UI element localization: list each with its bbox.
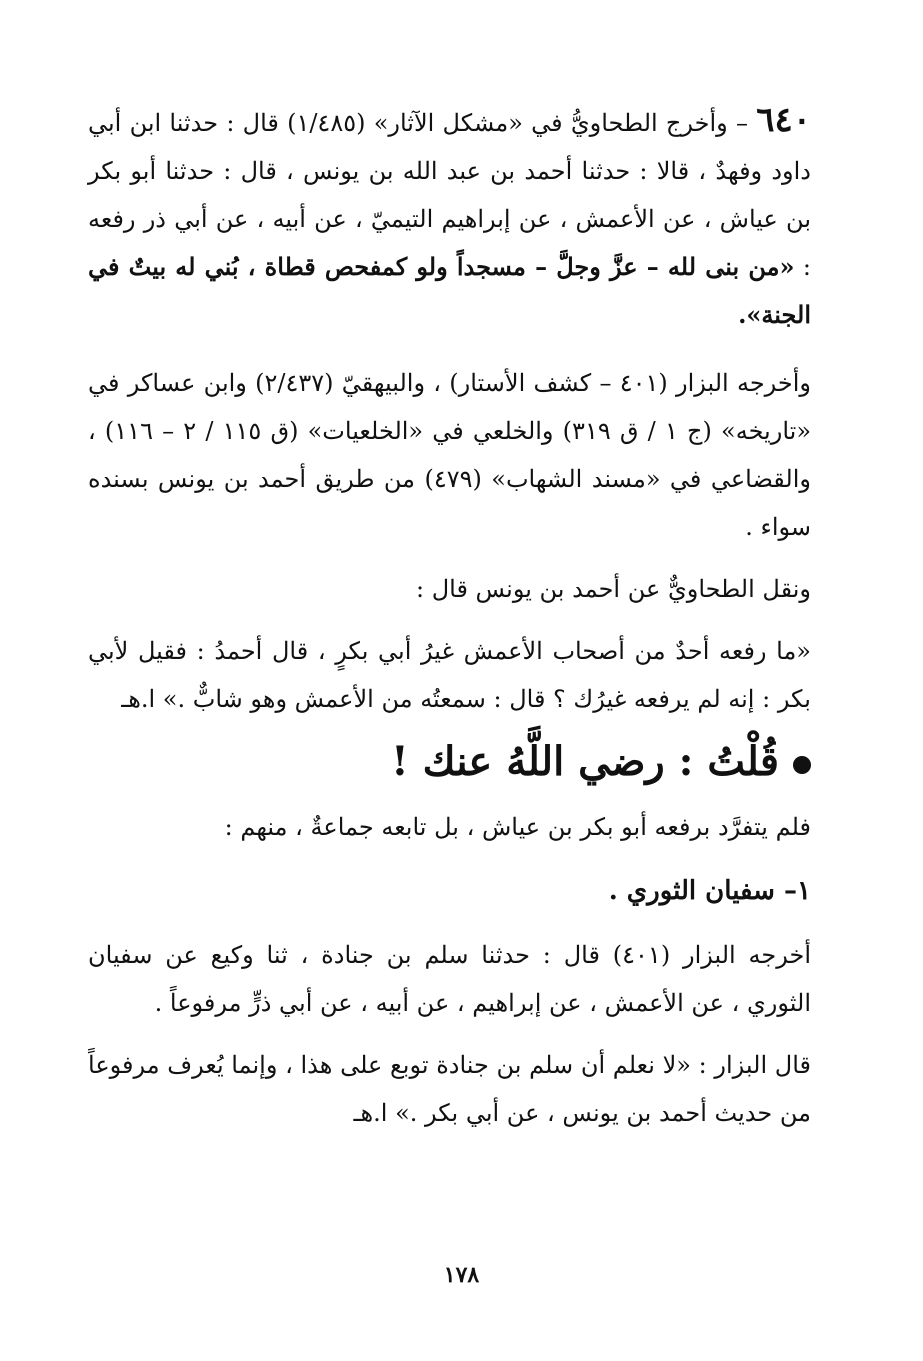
tahawi-quote: «ما رفعه أحدٌ من أصحاب الأعمش غيرُ أبي بكرٍ ، قال أحمدُ : فقيل لأبي بكر : إنه لم يرفعه غيرُك ؟ قال : سمعتُه من الأعمش وهو شابٌّ .» ا.هـ	[88, 637, 811, 713]
entry-number: ٦٤٠	[756, 100, 812, 140]
bazzar-paragraph: أخرجه البزار (٤٠١) قال : حدثنا سلم بن جنادة ، ثنا وكيع عن سفيان الثوري ، عن الأعمش ، عن إبراهيم ، عن أبيه ، عن أبي ذرٍّ مرفوعاً .	[88, 941, 812, 1017]
entry-text: – وأخرج الطحاويُّ في «مشكل الآثار» (١/٤٨٥) قال : حدثنا ابن أبي داود وفهدٌ ، قالا : حدثنا أحمد بن عبد الله بن يونس ، قال : حدثنا أبو بكر بن عياش ، عن الأعمش ، عن إبراهيم التيميّ ، عن أبيه ، عن أبي ذر رفعه :	[88, 109, 812, 281]
takhrij-paragraph: وأخرجه البزار (٤٠١ – كشف الأستار) ، والبيهقيّ (٢/٤٣٧) وابن عساكر في «تاريخه» (ج ١ / ق ٣١٩) والخلعي في «الخلعيات» (ق ١١٥ / ٢ – ١١٦) ، والقضاعي في «مسند الشهاب» (٤٧٩) من طريق أحمد بن يونس بسنده سواء .	[88, 369, 812, 541]
entry-paragraph	[88, 96, 811, 339]
bullet-icon	[793, 756, 811, 774]
page-number: ١٧٨	[443, 1262, 480, 1288]
hadith-text: «من بنى لله – عزَّ وجلَّ – مسجداً ولو كمفحص قطاة ، بُني له بيتٌ في الجنة».	[88, 252, 811, 329]
bazzar-quote: قال البزار : «لا نعلم أن سلم بن جنادة توبع على هذا ، وإنما يُعرف مرفوعاً من حديث أحمد بن يونس ، عن أبي بكر .» ا.هـ	[88, 1051, 811, 1127]
mutaba-intro: فلم يتفرَّد برفعه أبو بكر بن عياش ، بل تابعه جماعةٌ ، منهم :	[224, 813, 811, 841]
section-heading	[88, 727, 811, 797]
subheading-sufyan: ١– سفيان الثوري .	[608, 876, 811, 906]
tahawi-quote-intro: ونقل الطحاويٌّ عن أحمد بن يونس قال :	[415, 575, 811, 603]
section-heading-text: قُلْتُ : رضي اللَّهُ عنك !	[391, 738, 779, 785]
